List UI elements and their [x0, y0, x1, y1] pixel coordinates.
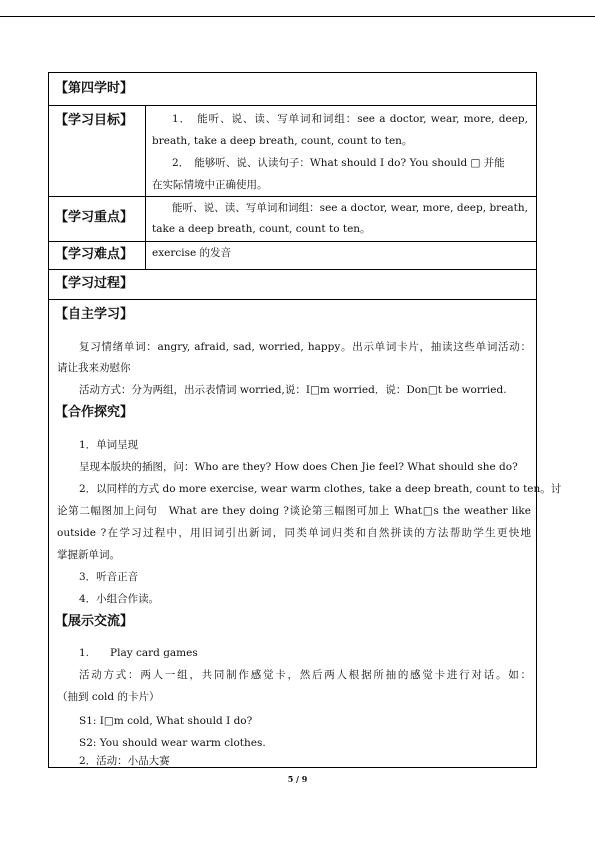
self-study-heading: 【自主学习】: [55, 307, 134, 322]
difficult-row: [49, 241, 536, 270]
key-cell: [145, 196, 528, 241]
process-body: [49, 299, 562, 769]
difficult-cell: [145, 241, 232, 269]
coop-line-6: 掌握新单词。: [57, 549, 120, 561]
process-label: 【学习过程】: [55, 276, 134, 291]
goals-row: [49, 105, 536, 197]
goals-line-3: 2． 能够听、说、认读句子：What should I do? You should □ 并能: [172, 157, 505, 169]
page-number: 5 / 9: [287, 774, 308, 784]
coop-line-4: 论第二幅图加上问句 What are they doing ?谈论第三幅图可加上 What□s the weather like: [57, 505, 531, 517]
coop-line-5: outside ?在学习过程中，用旧词引出新词，同类单词归类和自然拼读的方法帮助学生更快地: [57, 527, 531, 539]
process-row: [49, 269, 536, 300]
key-row: [49, 196, 536, 242]
difficult-label: 【学习难点】: [55, 247, 134, 262]
show-line-4: S1: I□m cold, What should I do?: [79, 715, 253, 727]
show-line-2: 活动方式：两人一组，共同制作感觉卡，然后两人根据所抽的感觉卡进行对话。如：: [79, 669, 531, 681]
goals-line-1: 1． 能听、说、读、写单词和词组：see a doctor, wear, more, deep,: [172, 113, 528, 125]
difficult-text: exercise 的发音: [152, 247, 232, 259]
self-line-1: 复习情绪单词：angry, afraid, sad, worried, happy。出示单词卡片，抽读这些单词活动：: [79, 341, 531, 353]
show-line-6: 2．活动：小品大赛: [79, 755, 170, 767]
show-heading: 【展示交流】: [55, 614, 134, 629]
key-line-1: 能听、说、读、写单词和词组：see a doctor, wear, more, deep, breath,: [172, 202, 528, 214]
goals-line-2: breath, take a deep breath, count, count to ten。: [152, 135, 413, 147]
show-line-3: （抽到 cold 的卡片）: [57, 691, 160, 703]
header-rule: [0, 16, 595, 17]
goals-line-4: 在实际情境中正确使用。: [152, 179, 268, 191]
lesson-table: [48, 72, 562, 768]
lesson-row: [49, 73, 536, 106]
show-line-5: S2: You should wear warm clothes.: [79, 737, 266, 749]
self-line-3: 活动方式：分为两组，出示表情词 worried,说：I□m worried．说：Don□t be worried.: [79, 384, 507, 396]
coop-line-3: 2．以同样的方式 do more exercise, wear warm clothes, take a deep breath, count to ten。讨: [79, 483, 562, 495]
coop-line-1: 1．单词呈现: [79, 439, 139, 451]
coop-line-2: 呈现本版块的插图，问：Who are they? How does Chen Jie feel? What should she do?: [79, 461, 518, 473]
coop-line-7: 3．听音正音: [79, 571, 139, 583]
self-line-2: 请让我来劝慰你: [57, 362, 131, 374]
key-line-2: take a deep breath, count, count to ten。: [152, 223, 371, 235]
coop-line-8: 4．小组合作读。: [79, 593, 160, 605]
goals-cell: [145, 105, 528, 196]
goals-label: 【学习目标】: [55, 113, 134, 128]
cooperate-heading: 【合作探究】: [55, 405, 134, 420]
key-label: 【学习重点】: [55, 210, 134, 225]
show-line-1: 1. Play card games: [79, 647, 198, 659]
lesson-heading: 【第四学时】: [55, 81, 134, 96]
